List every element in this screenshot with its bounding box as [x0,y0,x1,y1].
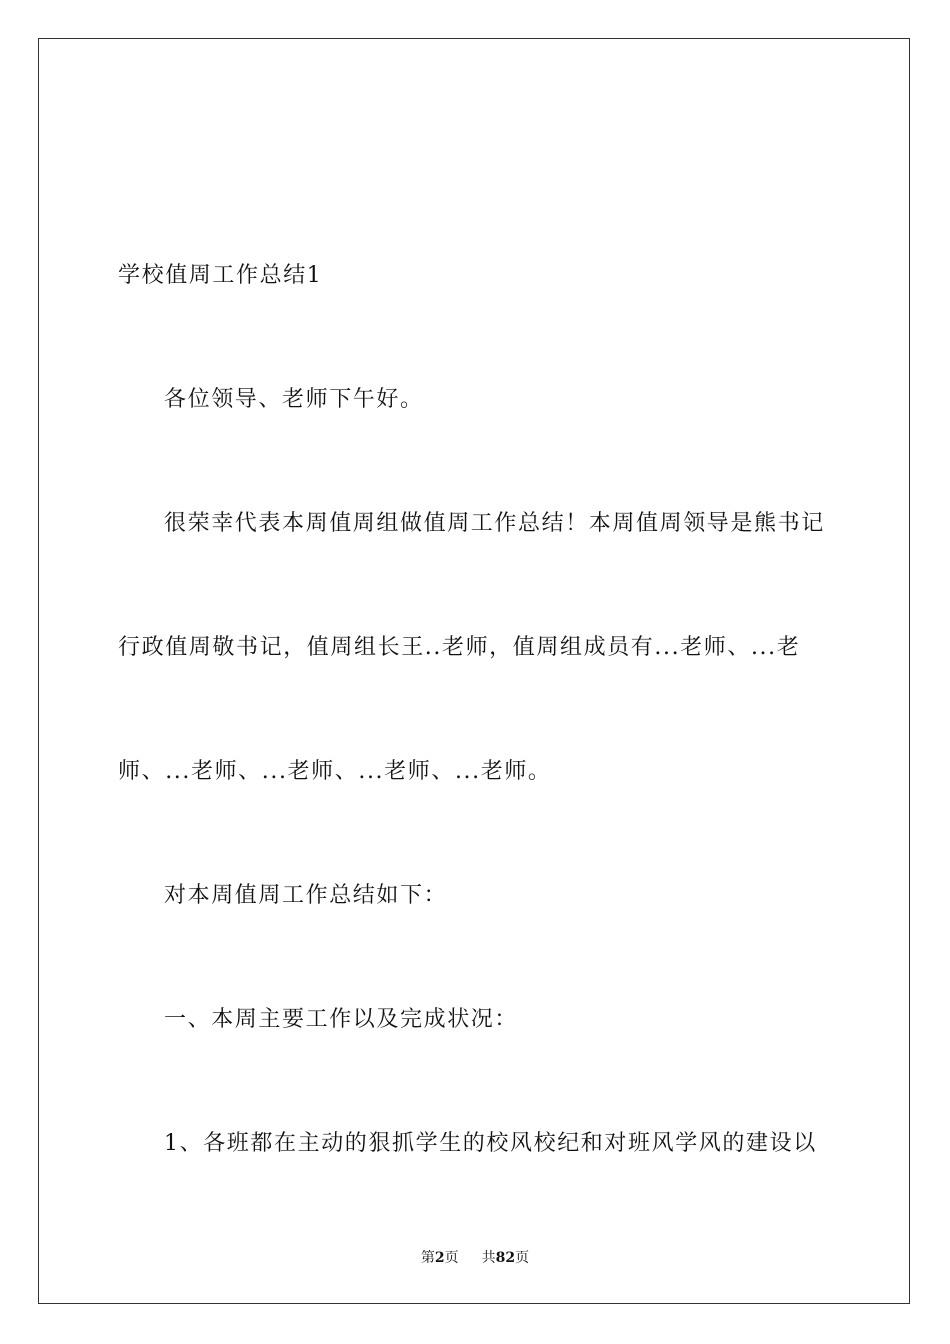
page-footer [0,1249,950,1267]
total-suffix: 页 [515,1250,530,1266]
total-pages-label [482,1249,529,1267]
paragraph-line: 各位领导、老师下午好。 [164,387,424,412]
page-border [38,38,910,1304]
document-title: 学校值周工作总结1 [118,263,323,288]
page-suffix: 页 [444,1250,459,1266]
paragraph-line: 对本周值周工作总结如下： [164,883,448,908]
paragraph-line: 行政值周敬书记，值周组长王..老师，值周组成员有...老师、...老 [118,635,801,660]
total-pages: 82 [495,1250,516,1266]
paragraph-line: 很荣幸代表本周值周组做值周工作总结！本周值周领导是熊书记 [164,511,825,536]
page-label [421,1249,459,1267]
paragraph-line: 一、本周主要工作以及完成状况： [164,1007,519,1032]
total-prefix: 共 [481,1250,496,1266]
paragraph-line: 师、...老师、...老师、...老师、...老师。 [118,759,552,784]
page-number: 2 [434,1250,445,1266]
page-prefix: 第 [420,1250,435,1266]
paragraph-line: 1、各班都在主动的狠抓学生的校风校纪和对班风学风的建设以 [164,1131,817,1156]
